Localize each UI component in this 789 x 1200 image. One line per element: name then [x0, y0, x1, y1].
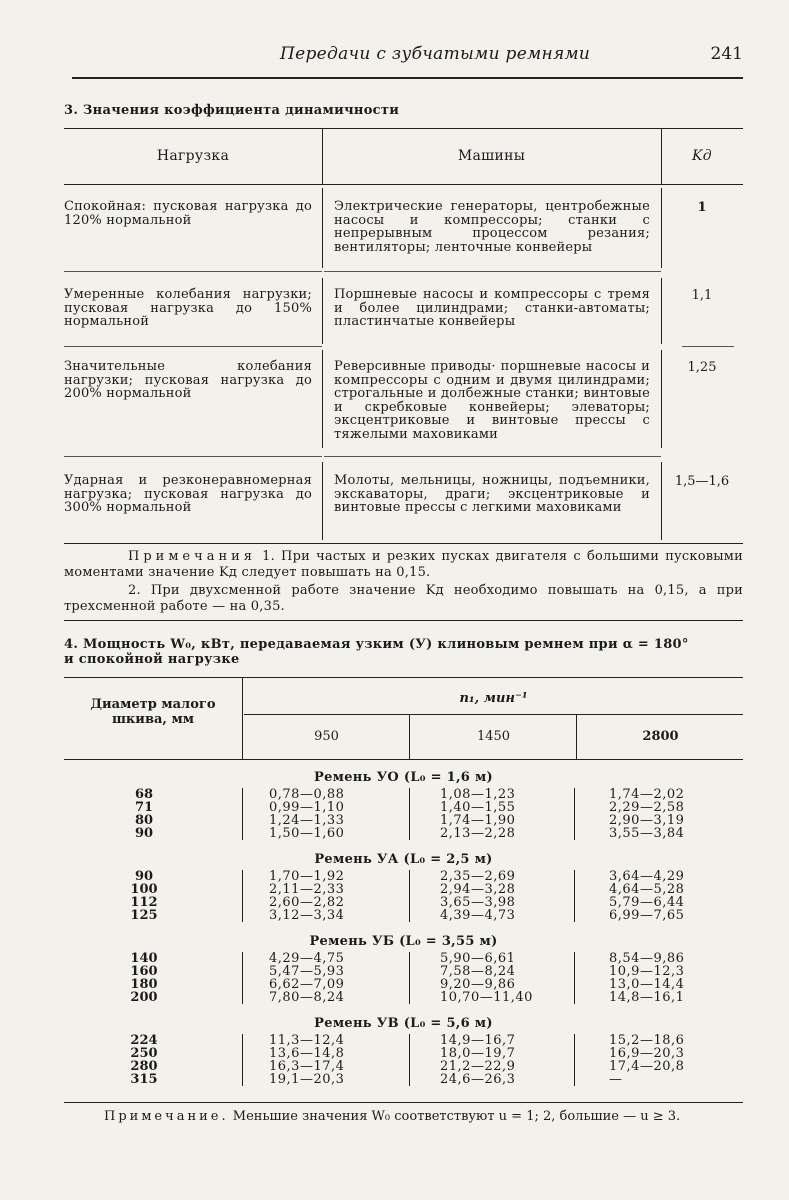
table4-vline — [242, 677, 243, 759]
power-2800: 5,79—6,44 — [609, 895, 685, 910]
belt-title-UB: Ремень УБ (L₀ = 3,55 м) — [309, 934, 498, 949]
power-2800: 2,29—2,58 — [609, 800, 685, 815]
table3-row-rule — [682, 346, 734, 347]
diameter: 100 — [130, 882, 158, 897]
power-2800: 17,4—20,8 — [609, 1059, 685, 1074]
table3-vline — [322, 462, 323, 540]
header-rule — [72, 77, 743, 79]
power-2800: 13,0—14,4 — [609, 977, 685, 992]
table4-header-rule — [64, 759, 743, 760]
table3-row4-load: Ударная и резконеравномерная нагрузка; пусковая нагрузка до 300% нормальной — [64, 473, 312, 515]
power-2800: 3,55—3,84 — [609, 826, 685, 841]
diameter: 68 — [134, 787, 154, 802]
belt-group-UO — [64, 788, 743, 840]
power-1450: 3,65—3,98 — [440, 895, 516, 910]
table3-header-machines: Машины — [457, 148, 526, 164]
diameter: 71 — [134, 800, 154, 815]
diameter: 90 — [134, 826, 154, 841]
belt-title-UV: Ремень УВ (L₀ = 5,6 м) — [314, 1016, 493, 1031]
table3-row3-kd: 1,25 — [687, 360, 717, 375]
table-row — [64, 1073, 743, 1086]
table4-vline — [576, 715, 577, 759]
power-1450: 2,94—3,28 — [440, 882, 516, 897]
power-950: 11,3—12,4 — [269, 1033, 345, 1048]
table3-row2-load: Умеренные колебания нагрузки; пусковая нагрузка до 150% нормальной — [64, 287, 312, 329]
table4-caption-line2: и спокойной нагрузке — [64, 652, 240, 667]
page-number: 241 — [710, 44, 743, 64]
diameter: 200 — [130, 990, 158, 1005]
diameter: 315 — [130, 1072, 158, 1087]
table4-vline — [409, 715, 410, 759]
table3-header-kd: Kд — [692, 148, 712, 164]
table4-header-speed: n₁, мин⁻¹ — [459, 691, 528, 706]
table4-speed-1450: 1450 — [476, 729, 511, 744]
power-950: 1,70—1,92 — [269, 869, 345, 884]
diameter: 180 — [130, 977, 158, 992]
power-950: 2,60—2,82 — [269, 895, 345, 910]
table4-subheader-rule — [244, 714, 743, 715]
power-2800: 4,64—5,28 — [609, 882, 685, 897]
table4-caption-line1: 4. Мощность W₀, кВт, передаваемая узким (У) клиновым ремнем при α = 180° — [64, 637, 689, 652]
power-2800: 6,99—7,65 — [609, 908, 685, 923]
table-row — [64, 909, 743, 922]
power-950: 4,29—4,75 — [269, 951, 345, 966]
power-1450: 2,13—2,28 — [440, 826, 516, 841]
table-row — [64, 827, 743, 840]
power-1450: 4,39—4,73 — [440, 908, 516, 923]
power-950: 0,99—1,10 — [269, 800, 345, 815]
table3-note1-text: 1. При частых и резких пусках двигателя с большими пусковыми моментами значение Kд следует повышать на 0,15. — [64, 549, 743, 580]
table4-note-label: Примечание. — [104, 1109, 229, 1124]
power-950: 16,3—17,4 — [269, 1059, 345, 1074]
power-950: 0,78—0,88 — [269, 787, 345, 802]
table3-vline — [322, 188, 323, 268]
table3-note2: 2. При двухсменной работе значение Kд необходимо повышать на 0,15, а при трехсменной работе — на 0,35. — [64, 583, 743, 614]
table3-note1 — [64, 549, 743, 581]
power-1450: 1,74—1,90 — [440, 813, 516, 828]
power-950: 5,47—5,93 — [269, 964, 345, 979]
table4-note-text: Меньшие значения W₀ соответствуют u = 1; 2, большие — u ≥ 3. — [232, 1109, 681, 1124]
table3-notes-rule — [64, 620, 743, 621]
power-950: 19,1—20,3 — [269, 1072, 345, 1087]
power-1450: 24,6—26,3 — [440, 1072, 516, 1087]
power-950: 13,6—14,8 — [269, 1046, 345, 1061]
diameter: 112 — [130, 895, 158, 910]
power-2800: 14,8—16,1 — [609, 990, 685, 1005]
belt-group-UB — [64, 952, 743, 1004]
table3-row3-machines: Реверсивные приводы· поршневые насосы и компрессоры с одним и двумя цилиндрами; строгальные и долбежные станки; винтовые и скребковые конвейеры; элеваторы; эксцентриковые и винтовые прессы с тяжелыми маховиками — [334, 359, 650, 442]
diameter: 224 — [130, 1033, 158, 1048]
power-2800: 1,74—2,02 — [609, 787, 685, 802]
table3-row1-load: Спокойная: пусковая нагрузка до 120% нормальной — [64, 199, 312, 228]
diameter: 140 — [130, 951, 158, 966]
diameter: 90 — [134, 869, 154, 884]
power-950: 1,50—1,60 — [269, 826, 345, 841]
belt-title-UO: Ремень УО (L₀ = 1,6 м) — [314, 770, 493, 785]
power-1450: 5,90—6,61 — [440, 951, 516, 966]
diameter: 125 — [130, 908, 158, 923]
table3-caption: 3. Значения коэффициента динамичности — [64, 103, 400, 118]
table3-top-rule — [64, 128, 743, 129]
power-950: 7,80—8,24 — [269, 990, 345, 1005]
belt-group-UV — [64, 1034, 743, 1086]
table3-bottom-rule — [64, 543, 743, 544]
belt-group-UA — [64, 870, 743, 922]
table3-row-rule — [324, 271, 661, 272]
diameter: 250 — [130, 1046, 158, 1061]
table3-row2-kd: 1,1 — [691, 288, 713, 303]
power-950: 1,24—1,33 — [269, 813, 345, 828]
table3-row4-kd: 1,5—1,6 — [674, 474, 730, 489]
table3-notes-label: Примечания — [128, 549, 257, 564]
table4-top-rule — [64, 677, 743, 678]
table3-row1-kd: 1 — [697, 200, 707, 215]
power-2800: 3,64—4,29 — [609, 869, 685, 884]
table3-row4-machines: Молоты, мельницы, ножницы, подъемники, экскаваторы, драги; эксцентриковые и винтовые прессы с легкими маховиками — [334, 473, 650, 515]
power-1450: 9,20—9,86 — [440, 977, 516, 992]
running-title: Передачи с зубчатыми ремнями — [280, 44, 591, 64]
table3-row-rule — [64, 346, 322, 347]
belt-title-UA: Ремень УА (L₀ = 2,5 м) — [314, 852, 493, 867]
diameter: 160 — [130, 964, 158, 979]
power-1450: 7,58—8,24 — [440, 964, 516, 979]
diameter: 280 — [130, 1059, 158, 1074]
table3-header-rule — [64, 184, 743, 185]
power-2800: 8,54—9,86 — [609, 951, 685, 966]
table3-row3-load: Значительные колебания нагрузки; пусковая нагрузка до 200% нормальной — [64, 359, 312, 401]
power-2800: 16,9—20,3 — [609, 1046, 685, 1061]
table3-row-rule — [64, 456, 322, 457]
power-2800: — — [609, 1072, 623, 1087]
power-2800: 10,9—12,3 — [609, 964, 685, 979]
power-1450: 2,35—2,69 — [440, 869, 516, 884]
table4-note — [64, 1110, 743, 1124]
power-1450: 1,40—1,55 — [440, 800, 516, 815]
power-950: 3,12—3,34 — [269, 908, 345, 923]
table4-speed-950: 950 — [314, 729, 339, 744]
table3-row2-machines: Поршневые насосы и компрессоры с тремя и более цилиндрами; станки-автоматы; пластинчатые конвейеры — [334, 287, 650, 329]
power-1450: 10,70—11,40 — [440, 990, 533, 1005]
table3-row1-machines: Электрические генераторы, центробежные насосы и компрессоры; станки с непрерывным процессом резания; вентиляторы; ленточные конвейеры — [334, 199, 650, 255]
power-950: 2,11—2,33 — [269, 882, 345, 897]
power-1450: 18,0—19,7 — [440, 1046, 516, 1061]
table4-speed-2800: 2800 — [642, 729, 679, 744]
table-row — [64, 1060, 743, 1073]
table4-bottom-rule — [64, 1102, 743, 1103]
table4-header-diameter: Диаметр малого шкива, мм — [90, 697, 216, 727]
power-1450: 1,08—1,23 — [440, 787, 516, 802]
power-1450: 14,9—16,7 — [440, 1033, 516, 1048]
power-2800: 15,2—18,6 — [609, 1033, 685, 1048]
table-row — [64, 991, 743, 1004]
power-950: 6,62—7,09 — [269, 977, 345, 992]
table3-header-load: Нагрузка — [156, 148, 230, 164]
table3-vline — [322, 350, 323, 448]
table3-vline — [322, 278, 323, 344]
table3-row-rule — [324, 456, 661, 457]
power-1450: 21,2—22,9 — [440, 1059, 516, 1074]
power-2800: 2,90—3,19 — [609, 813, 685, 828]
table3-row-rule — [64, 271, 322, 272]
diameter: 80 — [134, 813, 154, 828]
